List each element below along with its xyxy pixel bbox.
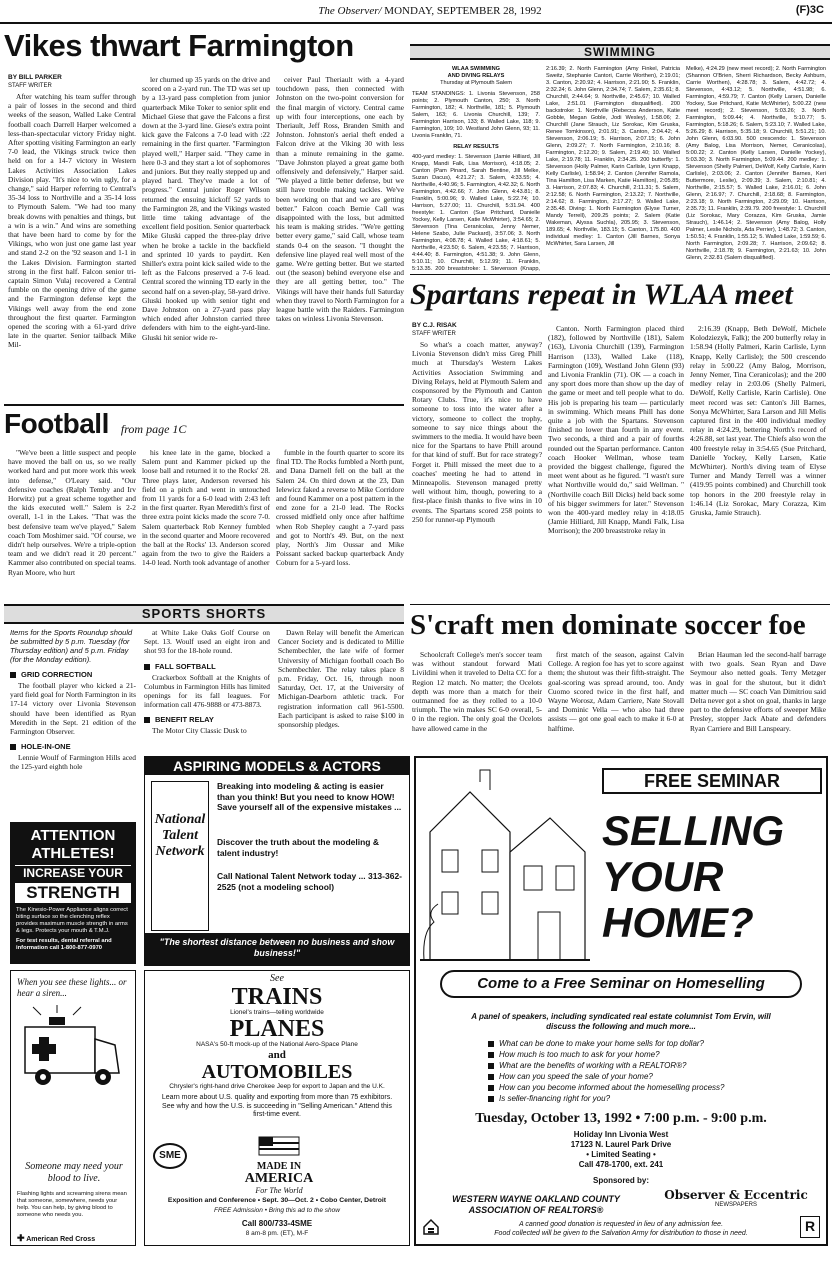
ad-models-p1: Breaking into modeling & acting is easier than you think! But you need to know HOW! Save yourself all of the expensive mistakes ... [217, 781, 402, 812]
football-col-1: "We've been a little suspect and people have moved the ball on us, so we really worked hard and put more work this week into defense," O'Leary said. "Our defensive coaches (Ralph Temby and Irv Horwitz) put a great scheme together and the kids executed well." Salem is 2-2 overall, 1-1 in the Lakes. "That was the best defensive team we've played," Salem coach Tom Moshimer said. "Of course, we didn't help ourselves. We're a triple-option team and we didn't read it 20 percent." Kammer also contributed on special teams. Ryan Moore, who hurt [8, 448, 136, 577]
football-jump: from page 1C [120, 422, 187, 436]
fall-softball-text: Crackerbox Softball at the Knights of Columbus in Farmington Hills has limited openings for its fall leagues. For information call 476-9888 or 473-8873. [144, 672, 270, 710]
question-2: How much is too much to ask for your home? [488, 1049, 808, 1060]
ad-trains-trains: TRAINS [231, 984, 323, 1010]
ad-models [144, 756, 410, 966]
football-header [4, 406, 404, 444]
ad-athletes-line-3: INCREASE YOUR [15, 865, 131, 881]
fall-softball-heading: FALL SOFTBALL [144, 662, 270, 671]
scraft-col-3: Brian Hauman led the second-half barrage with two goals. Sean Ryan and Dave Seymour also netted goals. Terry Metzger was in goal for the shutout, but it didn't matter much — SC coach Van Dimitriou said Delta never got a shot on goal, thanks in large part to the defensive efforts of sweeper Mike Presley, stopper Jack Abate and defenders Ryan Carriere and Bill Lanspeary. [690, 650, 826, 733]
ad-seminar-questions [488, 1038, 808, 1104]
ad-seminar [414, 756, 828, 1246]
ad-trains-planes-sub: NASA's 50-ft mock-up of the National Aero-Space Plane [196, 1041, 358, 1048]
ad-seminar-place: Holiday Inn Livonia West 17123 N. Laurel Park Drive • Limited Seating • Call 478-1700, ext. 241 [570, 1130, 672, 1169]
sports-shorts-intro: Items for the Sports Roundup should be submitted by 5 p.m. Tuesday (for Thursday edition) and 5 p.m. Friday (for the Monday edition). [10, 628, 133, 664]
ad-athletes-line-2: ATHLETES! [31, 845, 115, 862]
swimming-col-1 [412, 66, 540, 272]
ad-trains-autos: AUTOMOBILES [201, 1061, 353, 1083]
swimming-standings: TEAM STANDINGS: 1. Livonia Stevenson, 258 points; 2. Plymouth Canton, 250; 3. North Farmington, 182; 4. Northville, 181; 5. Plymouth Salem, 163; 6. Livonia Churchill, 139; 7. Farmington Harrison, 133; 8. Walled Lake, 118; 9. Farmington, 109; 10. Westland John Glenn, 93; 11. Livonia Franklin, 71. [412, 91, 540, 139]
sports-shorts-col-1 [10, 628, 136, 818]
ad-seminar-footer: A canned good donation is requested in lieu of any admission fee. Food collected will be given to the Salvation Army for distribution to those in need. [494, 1221, 748, 1237]
swimming-sub-2: AND DIVING RELAYS [447, 73, 505, 79]
flag-icon [231, 1135, 327, 1157]
ad-trains-trains-sub: Lionel's trains—telling worldwide [230, 1009, 324, 1016]
football-col-2: his knee late in the game, blocked a Salem punt and Kammer picked up the loose ball and returned it to the Rocks' 28. Three plays later, Anderson reversed his field on a pitch and went in untouched from 11 yards for a 6-0 lead with 2:43 left in the first quarter. Ryan Meredith's first of three extra point kicks made the score 7-0. Salem quarterback Rob Kenney fumbled in the second quarter and Moore recovered the ball at the Rocks' 13. Anderson scored again from the two to give the Raiders a 14-0 lead. North took advantage of another [142, 448, 270, 568]
swimming-results-label: RELAY RESULTS [453, 144, 499, 150]
vikes-col-2: ler churned up 35 yards on the drive and scored on a 2-yard run. The TD was set up by a 13-yard pass completion from junior quarterback Mike Toker to senior split end Michael Giese that gave the Falcons a first down at the 3-yard line. Giese's extra point kick gave the Falcons a 7-0 lead with :22 remaining in the first quarter. "Farmington played well," Harper said. "They came in here 0-3 and they start a lot of sophomores and juniors. But they really stepped up and played hard. They've made a lot of progress." Central junior Roger Wilson returned the ensuing kickoff 52 yards to the Farmington 28, and the Vikings wasted little time taking advantage of the excellent field position. Senior quarterback Mike Gluski capped the three-play drive when he broke a tackle in the backfield and sprinted 10 yards to paydirt. Ken Shiller's extra point kick sailed wide to the left as the Falcons preserved a 7-6 lead. Central scored the winning TD early in the second half on a seven-play, 58-yard drive. Gluski hooked up with senior tight end Dave Johnston on a 27-yard pass play which ended after Johnston carried three defenders with him to the eight-yard-line. Gluski hit senior wide re- [142, 75, 270, 342]
scraft-headline: S'craft men dominate soccer foe [410, 609, 806, 641]
national-talent-logo: National Talent Network [151, 781, 209, 931]
swimming-col-3: Melke), 4:24.29 (new meet record); 2. North Farmington (Shannon O'Brien, Sherri Richardson, Becky Ashburn, Carrie Worthen), 4:28.78; 3. Salem, 4:42.72; 4. Stevenson, 4:43.12; 5. Northville, 4:51.98; 6. Farmington, 4:59.79; 7. Canton (Kelly Larsen, Danielle Yockey, Sue Pritchard, Katie McWhirter), 5:00.22 (new meet record); 2. Stevenson, 5:03.26; 3. North Farmington, 5:09.44; 4. Northville, 5:10.77; 5. Farmington, 5:18.26; 6. Salem, 5:23.10; 7. Walled Lake, 5:26.29; 8. Harrison, 5:35.18; 9. Churchill, 5:51.21; 10. John Glenn, 6:03.90. 500 crescendo: 1. Stevenson (Amy Balog, Lisa Morrison, Nemer, Ceranicolas), 5:00.22; 2. Canton (Kelly Larsen, Danielle Yockey), 5:03.30; 3. North Farmington, 5:09.44. 200 medley: 1. Stevenson (Shelly Palmeri, DeWolf, Kelly Carlisle, Karin Carlisle), 2:03.06; 2. Canton (Jennifer Barnes, Keri Buttermore, Leslie), 2:09.39; 3. Salem, 2:10.81; 4. Northville, 2:15.57; 5. Walled Lake, 2:16.01; 6. John Glenn, 2:16.97; 7. Churchill, 2:18.68; 8. Farmington, 2:23.18; 9. North Farmington, 2:29.09; 10. Harrison, 2:35.73; 11. Franklin, 2:39.79. 200 freestyle: 1. Churchill (Liz Sorokac, Mary Corazza, Kim Gruska, Jamie Strauch), 1:46.14; 2. Stevenson (Amy Balog, Holly Palmer, Leslie Nichols, Ada Perrier), 1:48.72; 3. Canton, 1:50.51; 4. Franklin, 1:55.12; 5. Walled Lake, 1:59.59; 6. North Farmington, 2:09.28; 7. Harrison, 2:09.62; 8. Northville, 2:18.78; 9. Farmington, 2:21.63; 10. John Glenn, 2:32.81 (Salem disqualified). [686, 66, 826, 261]
sponsor-realtors: WESTERN WAYNE OAKLAND COUNTY ASSOCIATION OF REALTORS® [452, 1194, 620, 1215]
section-label: (F)3C [795, 4, 824, 16]
ad-athletes-phone: For test results, dental referral and information call 1-800-877-0970 [16, 938, 112, 951]
vikes-col-3: ceiver Paul Theriault with a 4-yard touchdown pass, then connected with Johnston on the two-point conversion for the final margin of victory. Central came up with four interceptions, one each by Theriault, Jeff Ross, Branden Smith and Johnston. Johnston's aerial theft ended a Falcon drive at the Viking 30 with less than a minute remaining in the game. "Dave Johnston played a great game both offensively and defensively," Harper said. "We played a little better defense, but we still have trouble making tackles. We've been working on that and we are getting better." Falcon coach Bernie Call was disappointed with the loss, but admitted his team is making strides. "We're getting better every game," said Call, whose team stands 0-4 on the season. "I thought the defensive line played real well most of the game. We're getting better. But we started out (the season) behind everyone else and they are all getting better, too." The Vikings will have their hands full Saturday when they travel to North Farmington for a league battle with the Raiders. Farmington takes on winless Livonia Stevenson. [276, 75, 404, 324]
ad-athletes [10, 822, 136, 964]
grid-correction-heading: GRID CORRECTION [10, 670, 136, 679]
scraft-col-2: first match of the season, against Calvin College. A region foe has yet to score against them; the shutout was their fifth-straight. The goal-scoring was spread around, too. Andy Cuomo scored twice in the first half, and Wayne Worosz, Adam Carriere, Nate Stovall and Dominic Vella — who also had three assists — got one goal each to make it 6-0 at halftime. [548, 650, 684, 733]
swimming-sub-3: Thursday at Plymouth Salem [440, 80, 512, 86]
hole-in-one-heading: HOLE-IN-ONE [10, 742, 136, 751]
ad-trains-call: Call 800/733-4SME [241, 1219, 313, 1228]
sme-logo: SME [153, 1143, 187, 1169]
sports-shorts-col-3: Dawn Relay will benefit the American Cancer Society and is dedicated to Millie Schembechler, the late wife of former University of Michigan football coach Bo Schembechler. The relay takes place 8 p.m. Friday, Oct. 16, through noon Saturday, Oct. 17, at the University of Michigan-Dearborn athletic track. For registration information call 961-5500. Each participant is asked to raise $100 in sponsorship pledges. [278, 628, 404, 730]
ad-trains-hours: 8 am-8 pm. (ET), M-F [245, 1230, 309, 1237]
ad-seminar-selling-3: HOME? [602, 899, 754, 946]
football-col-3: fumble in the fourth quarter to score its final TD. The Rocks fumbled a North punt, and Dana Darnell fell on the ball at the Salem 24. On third down at the 23, Dan Ielewicz faked a reverse to Mike Corridore and found Kammer on a post pattern in the end zone for a 21-0 lead. The Rocks crossed midfield only once after halftime when Rob Shepley caught a 7-yard pass and got to North's 49. But, on the next play, North's Jim Oussar and Mike Poissant sacked backup quarterback Andy Coburn for a 5-yard loss. [276, 448, 404, 568]
benefit-relay-heading: BENEFIT RELAY [144, 715, 270, 724]
ad-redcross-script: Someone may need your blood to live. [25, 1161, 123, 1184]
ad-trains-expo: Exposition and Conference • Sept. 30—Oct. 2 • Cobo Center, Detroit [167, 1197, 387, 1204]
masthead-publication-date: The Observer/ MONDAY, SEPTEMBER 28, 1992 [318, 5, 542, 17]
ad-redcross-body: Flashing lights and screaming sirens mean that someone, somewhere, needs your help. You can help, by giving blood to someone who needs you. [17, 1191, 127, 1218]
swimming-sub-1: WLAA SWIMMING [452, 66, 500, 72]
swimming-banner [410, 44, 830, 60]
ad-trains-free: FREE Admission • Bring this ad to the show [214, 1207, 340, 1214]
vikes-col-1: After watching his team suffer through a pair of losses in the second and third weeks of the season, Walled Lake Central football coach Darrell Harper welcomed a less-than-spectacular victory Friday night. After spotting visiting Farmington an early 7-0 lead, the Vikings struck twice then held on for a 14-7 victory in Western Lakes Activities Association Lakes Division play. "It's nice to win ugly, for a change," said Harper referring to Central's 35-34 loss to Northville and a 35-14 loss to Plymouth Salem. "We had too many break downs with penalties and things, but a win is a win." And wins are something that have been hard to come by for the Vikings, who won just one game last year and stand 2-2 on the '92 season and 1-1 in the Lakes Division. Farmington started strong in the first half. Falcon senior tri-captain Simon Vulaj recovered a Central fumble on the opening drive of the game and the Farmington defense kept the Vikings well away from the end zone throughout the first quarter. Farmington opened the scoring with a 61-yard drive late in the quarter. Senior tailback Mike Mil- [8, 92, 136, 350]
ad-seminar-panel: A panel of speakers, including syndicated real estate columnist Tom Ervin, will discuss the following and much more... [471, 1012, 771, 1031]
spartans-col-1: So what's a coach matter, anyway? Livonia Stevenson didn't miss Greg Phill much at Thursday's Western Lakes Activities Association Swimming and Diving Relays, held at Plymouth Salem and cosponsored by the Plymouth and Canton Rotary Clubs. True, it's nice to have someone to toss into the water after a victory, someone to collect the trophy, someone to say nice things about the swimmers to the media. It would have been nice for the Spartans to have Phill around for that kind of stuff. But for race strategy? Forget it. Phill missed the meet due to a coaches' meeting he had to attend in Minneapolis. Stevenson managed pretty well without him, though, powering to a first-place finish thanks to five wins in 10 events. The Spartans scored 258 points to 250 for runner-up Plymouth [412, 340, 542, 524]
spartans-col-2: Canton. North Farmington placed third (182), followed by Northville (181), Salem (163), Livonia Churchill (139), Farmington Harrison (133), Walled Lake (118), Farmington (109), Westland John Glenn (93) and Livonia Franklin (71). OK — a coach in any sport does more than show up the day of the game or meet and tell people what to do. His job is preparing his team — particularly in swimming. Which means Phill has done quite a job with the Spartans. Stevenson finished no lower than fourth in any event. Two seconds, a third and a pair of fourths rounded out the Spartan performance. Canton coach Hooker Wellman, whose team provided the biggest challenge, figured the meet went about as he figured. "I wasn't sure what Northville would do," said Wellman. "(Northville coach Bill Dicks) held back some of his bigger swimmers for later." Stevenson won the 400-yard medley relay in 4:18.05 (Jamie Hilliard, Jill Knapp, Mandi Falk, Lisa Morrison); the 200 breaststroke relay in [548, 324, 684, 536]
ad-models-p2: Discover the truth about the modeling & talent industry! [217, 837, 379, 858]
hole-in-one-cont: at White Lake Oaks Golf Course on Sept. 13. Woulf used an eight iron and shot 93 for the 18-hole round. [144, 628, 270, 656]
sports-shorts-banner [4, 604, 404, 624]
red-cross-icon: ✚ [17, 1233, 25, 1243]
ad-seminar-free: FREE SEMINAR [602, 768, 822, 794]
ad-athletes-body: The Kinesio-Power Appliance aligns correct biting surface so the clenching reflex provides maximum muscle strength in arms & legs. Protects your mouth & T.M.J. [16, 907, 128, 934]
realtor-icon: R [800, 1216, 820, 1238]
redcross-logo: ✚ American Red Cross [17, 1233, 96, 1243]
hole-in-one-text: Lennie Woulf of Farmington Hills aced the 125-yard eighth hole [10, 753, 136, 772]
question-3: What are the benefits of working with a REALTOR®? [488, 1060, 808, 1071]
house-illustration [420, 762, 590, 962]
ad-seminar-date: Tuesday, October 13, 1992 • 7:00 p.m. - 9:00 p.m. [475, 1111, 767, 1126]
question-5: How can you become informed about the homeselling process? [488, 1082, 808, 1093]
football-label: Football [4, 408, 109, 439]
ambulance-image [19, 1005, 127, 1095]
spartans-byline: BY C.J. RISAK STAFF WRITER [412, 322, 457, 337]
spartans-col-3: 2:16.39 (Knapp, Beth DeWolf, Michele Kolodziezyk, Falk); the 200 butterfly relay in 1:58.94 (Holly Palmeri, Karin Carlisle, Lynn Knapp, Kelly Carlisle); the 500 crescendo relay in 5:00.22 (Amy Balog, Morrison, Jenny Nemer, Tina Ceranicolas); and the 200 medley relay in 2:03.06 (Shelly Palmeri, DeWolf, Kelly Carlisle, Karin Carlisle). One meet record was set: Canton's Jill Barnes, Sonya McWhirter, Sara Larson and Jill Melis captured first in the 400 individual medley relay in 4:24.29, bettering North's record of 4:26.88, set last year. The Chiefs also won the 400 freestyle relay in 3:54.65 (Sue Pritchard, Danielle Yockey, Kelly Larsen, Katie McWhirter). North's diving team of Elyse Turner and Mandy Terrell was a winner (419.95 points combined) and Churchill took top honors in the 200 freestyle relay in 1:46.14 (Liz Sorokac, Mary Corazza, Kim Gruska, Jamie Strauch). [690, 324, 826, 518]
benefit-relay-text: The Motor City Classic Dusk to [152, 726, 247, 736]
ad-seminar-come: Come to a Free Seminar on Homeselling [440, 970, 802, 998]
swimming-results-1: 400-yard medley: 1. Stevenson (Jamie Hilliard, Jill Knapp, Mandi Falk, Lisa Morrison), 4:18.05; 2. Canton (Pam Pinard, Sarah Bentine, Jill Melke, Suzan Dacus), 4:21.27; 3. Salem, 4:33.55; 4. Northville, 4:40.96; 5. Farmington, 4:42.32; 6. North Farmington, 4:42.66; 7. John Glenn, 4:43.81; 8. Franklin, 5:00.96; 9. Walled Lake, 5:22.74; 10. Harrison, 5:27.00; 11. Churchill, 5:31.94. 400 freestyle: 1. Canton (Sue Pritchard, Danielle Yockey, Kelly Larsen, Katie McWhirter), 3:54.65; 2. Stevenson (Tina Ceranicolas, Jenny Nemer, Helene Szabo, Julie Packard), 3:57.06; 3. North Farmington, 4:08.78; 4. Walled Lake, 4:18.61; 5. Northville, 4:23.50; 6. Salem, 4:23.55; 7. Harrison, 4:44.40; 8. Farmington, 4:51.38; 9. John Glenn, 5:10.11; 10. Churchill, 5:12.99; 11. Franklin, 5:13.35. 200 breaststroke: 1. Stevenson (Knapp, [412, 154, 540, 272]
masthead [0, 0, 832, 22]
ad-trains-body: Learn more about U.S. quality and exporting from more than 75 exhibitors. See why and how the U.S. is succeeding in "Selling American." Attend this first-time event. [161, 1094, 393, 1118]
scraft-col-1: Schoolcraft College's men's soccer team was without standout forward Mati Livildini when it traveled to Delta CC for a Region 12 match. No matter; the Ocelots depth was more than a match for their outmanned foe as they rolled to a 10-0 triumph. The win makes SC 6-0 overall, 5-0 in the region. The only goal the Ocelots have allowed came in the [412, 650, 542, 733]
swimming-col-2: 2:16.39; 2. North Farmington (Amy Finkel, Patricia Sweitz, Stephanie Cantori, Carrie Worthen), 2:19.01; 3. Canton, 2:20.92; 4. Harrison, 2:21.90; 5. Franklin, 2:32.24; 6. John Glenn, 2:34.74; 7. Salem, 2:35.61; 8. Churchill, 2:44.64; 9. Northville, 2:45.67; 10. Walled Lake, 2:51.01 (Farmington disqualified). 200 backstroke: 1. Northville (Rebecca Anderson, Katie Gobble, Megan Goble, Jodi Wesley), 1:58.06; 2. Churchill (Jane Strauch, Liz Sorokac, Kim Gruska, Renee Tomkinson), 2:01.91; 3. Canton, 2:04.42; 4. Stevenson, 2:06.19; 5. Harrison, 2:07.15; 6. John Glenn, 2:09.27; 7. North Farmington, 2:10.16; 8. Farmington, 2:12.20; 9. Salem, 2:19.40; 10. Walled Lake, 2:19.78; 11. Franklin, 2:34.25. 200 butterfly: 1. Stevenson (Holly Palmer, Karin Carlisle, Lynn Knapp, Kelly Carlisle), 1:58.94; 2. Canton (Jennifer Ramola, Tina Hamilton, Lisa Marken, Katie Hamilton), 2:05.85; 3. Harrison, 2:07.83; 4. Churchill, 2:11.31; 5. Salem, 2:12.58; 6. North Farmington, 2:13.22; 7. Northville, 2:14.62; 8. Farmington, 2:17.27; 9. Walled Lake, 2:35.48. Diving: 1. North Farmington (Elyse Turner, Mandy Terrell), 209.25 points; 2. Salem (Katie Wakeman, Alyssa Suchla), 205.95; 3. Stevenson, 189.65; 4. Northville, 183.15; 5. Canton, 175.80. 400 individual medley: 1. Canton (Jill Barnes, Sonya McWhirter, Sara Larsen, Jill [546, 66, 680, 247]
ad-athletes-line-4: STRENGTH [15, 883, 131, 903]
equal-housing-icon [422, 1218, 440, 1236]
ad-trains-planes: PLANES [229, 1016, 325, 1042]
ad-seminar-selling-1: SELLING [602, 807, 785, 854]
grid-correction-text: The football player who kicked a 21-yard field goal for North Farmington in its 17-14 victory over Livonia Stevenson should have been identified as Ryan Meredith in the Sept. 21 edition of the Farmington Observer. [10, 681, 136, 737]
ad-trains [144, 970, 410, 1246]
ad-athletes-line-1: ATTENTION [30, 827, 116, 844]
ad-models-title: ASPIRING MODELS & ACTORS [145, 757, 409, 775]
question-6: Is seller-financing right for you? [488, 1093, 808, 1104]
sports-shorts-label: SPORTS SHORTS [141, 606, 267, 621]
sponsor-observer-eccentric: Observer & Eccentric NEWSPAPERS [664, 1188, 808, 1208]
vikes-byline: BY BILL PARKER STAFF WRITER [8, 74, 62, 89]
ad-trains-flag-row [153, 1135, 401, 1193]
ad-trains-and: and [268, 1049, 286, 1061]
question-1: What can be done to make your home sells for top dollar? [488, 1038, 808, 1049]
ad-models-p3: Call National Talent Network today ... 313-362-2525 (not a modeling school) [217, 871, 403, 892]
ad-seminar-selling-2: YOUR [602, 853, 724, 900]
vikes-headline: Vikes thwart Farmington [4, 28, 354, 63]
question-4: How can you speed the sale of your home? [488, 1071, 808, 1082]
ad-redcross [10, 970, 136, 1246]
ad-seminar-sponsored: Sponsored by: [592, 1176, 649, 1185]
swimming-label: SWIMMING [584, 45, 656, 59]
ad-trains-see: See [270, 973, 284, 984]
ad-models-banner: "The shortest distance between no business and show business!" [145, 933, 409, 965]
ad-redcross-top: When you see these lights... or hear a siren... [17, 977, 127, 998]
made-in-america-logo: MADE IN AMERICA For The World [231, 1135, 327, 1193]
ad-trains-autos-sub: Chrysler's right-hand drive Cherokee Jeep for export to Japan and the U.K. [169, 1083, 385, 1090]
sports-shorts-col-2 [144, 628, 270, 748]
spartans-headline: Spartans repeat in WLAA meet [410, 278, 793, 311]
